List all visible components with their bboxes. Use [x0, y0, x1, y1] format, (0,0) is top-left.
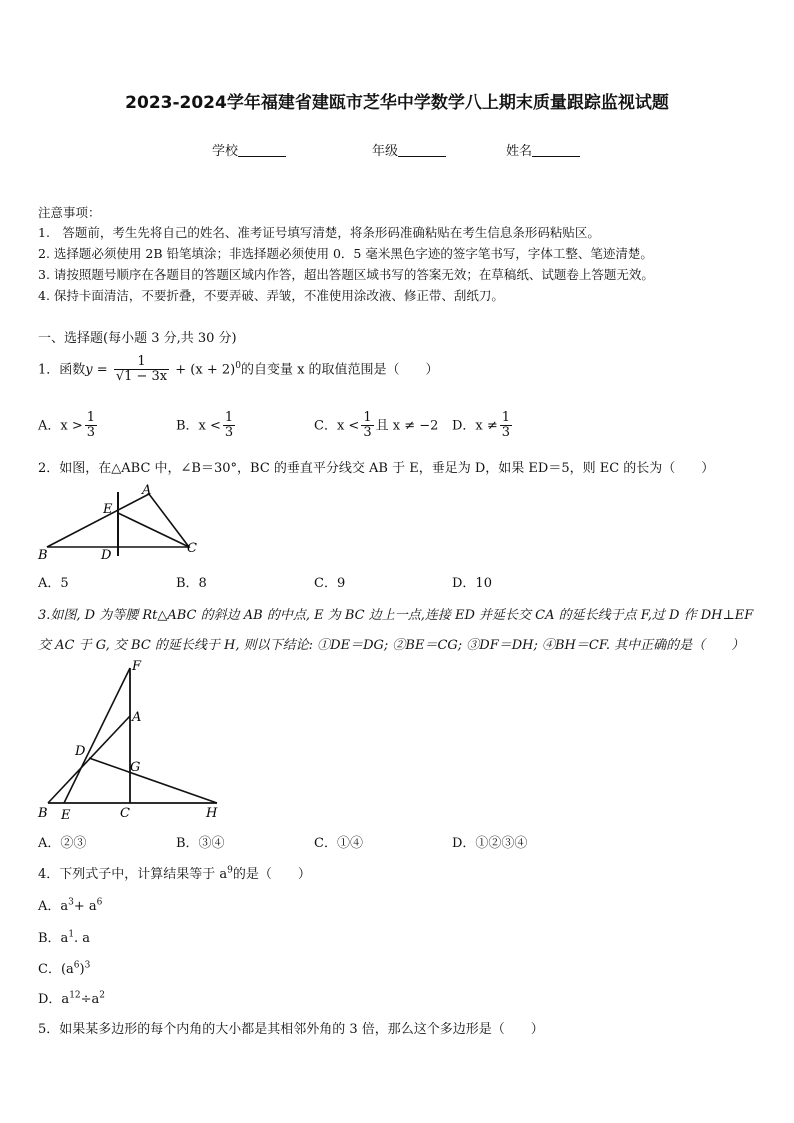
line-ef [64, 668, 130, 803]
name-field [506, 140, 580, 159]
point-label-d: D [101, 548, 112, 563]
question-5: 5．如果某多边形的每个内角的大小都是其相邻外角的 3 倍，那么这个多边形是（ ） [38, 1022, 544, 1037]
option-text: ÷a [80, 992, 100, 1007]
section-heading: 一、选择题(每小题 3 分,共 30 分) [38, 331, 237, 346]
point-label-a: A [142, 483, 152, 498]
q3-figure [34, 658, 234, 826]
school-blank [238, 144, 286, 157]
frac-den: 3 [363, 425, 372, 441]
point-label-g: G [130, 760, 141, 775]
q1-option-b-label: B．x < [176, 418, 221, 434]
q2-option-d[interactable]: D．10 [452, 576, 492, 591]
option-sup: 3 [84, 960, 91, 971]
q2-option-b[interactable]: B．8 [176, 576, 207, 591]
point-label-a: A [132, 710, 142, 725]
grade-label: 年级 [372, 144, 399, 159]
question-4 [38, 863, 311, 882]
q1-option-d-frac [500, 411, 512, 441]
q1-option-d[interactable] [452, 411, 514, 441]
name-label: 姓名 [506, 144, 533, 159]
option-text: + a [73, 899, 97, 914]
q3-option-b[interactable]: B．③④ [176, 836, 225, 851]
school-field [212, 140, 286, 159]
q2-figure [34, 480, 214, 564]
question-2: 2．如图，在△ABC 中，∠B＝30°，BC 的垂直平分线交 AB 于 E，垂足为 D，如果 ED＝5，则 EC 的长为（ ） [38, 461, 715, 476]
option-sup: 3 [68, 897, 74, 908]
point-label-e: E [61, 808, 71, 823]
q4-stem: 4．下列式子中，计算结果等于 a [38, 867, 228, 882]
option-text: . a [74, 931, 91, 946]
q1-y: y [85, 362, 93, 378]
grade-blank [398, 144, 446, 157]
q4-stem-sup: 9 [227, 865, 233, 876]
point-label-d: D [75, 744, 86, 759]
q4-option-b[interactable] [38, 927, 90, 946]
q3-option-d[interactable]: D．①②③④ [452, 836, 528, 851]
q1-fraction-num: 1 [137, 354, 146, 369]
frac-num: 1 [501, 410, 511, 425]
option-text: A．a [38, 899, 69, 914]
q4-option-a[interactable] [38, 895, 102, 914]
note-item: 3. 请按照题号顺序在各题目的答题区域内作答，超出答题区域书写的答案无效；在草稿纸、试题卷上答题无效。 [38, 267, 654, 282]
point-label-c: C [120, 806, 130, 821]
note-item: 4. 保持卡面清洁，不要折叠，不要弄破、弄皱，不准使用涂改液、修正带、刮纸刀。 [38, 288, 504, 303]
name-blank [532, 144, 580, 157]
q1-suffix: 的自变量 x 的取值范围是（ ） [240, 362, 439, 378]
question-3-line-2: 交 AC 于 G, 交 BC 的延长线于 H, 则以下结论: ①DE＝DG; ②BE＝CG; ③DF＝DH; ④BH＝CF. 其中正确的是（ ） [38, 638, 745, 653]
q1-eq: = [92, 362, 112, 378]
page-title: 2023-2024学年福建省建瓯市芝华中学数学八上期末质量跟踪监视试题 [125, 93, 669, 113]
line-dh [89, 758, 217, 803]
option-sup: 1 [68, 929, 75, 940]
grade-field [372, 140, 446, 159]
q1-prefix: 1．函数 [38, 362, 86, 378]
q1-option-c-label: C．x < [314, 418, 360, 434]
notes-heading: 注意事项： [38, 205, 101, 220]
point-label-e: E [103, 502, 113, 517]
line-ba [48, 716, 130, 803]
point-label-h: H [206, 806, 218, 821]
q1-option-b-frac [223, 411, 235, 441]
frac-num: 1 [86, 410, 96, 425]
school-label: 学校 [212, 144, 239, 159]
option-sup: 12 [69, 990, 81, 1001]
q1-fraction [114, 355, 169, 385]
note-item: 2. 选择题必须使用 2B 铅笔填涂；非选择题必须使用 0．5 毫米黑色字迹的签字笔书写，字体工整、笔迹清楚。 [38, 246, 653, 261]
option-text: C．(a [38, 962, 74, 977]
option-text: ) [79, 962, 85, 977]
option-text: D．a [38, 992, 70, 1007]
q1-option-a[interactable] [38, 411, 99, 441]
point-label-f: F [132, 659, 142, 674]
option-sup: 2 [99, 990, 106, 1001]
option-sup: 6 [96, 897, 103, 908]
q1-mid: + (x + 2) [171, 362, 236, 378]
q2-option-c[interactable]: C．9 [314, 576, 346, 591]
q1-fraction-den: √1 − 3x [115, 369, 168, 385]
point-label-c: C [187, 541, 197, 556]
q3-option-c[interactable]: C．①④ [314, 836, 363, 851]
q1-option-d-label: D．x ≠ [452, 418, 498, 434]
q4-option-c[interactable] [38, 958, 90, 977]
q1-option-c-tail: 且 x ≠ −2 [375, 418, 439, 434]
point-label-b: B [38, 548, 48, 563]
segment-ec [118, 513, 189, 547]
question-1 [38, 355, 439, 385]
q4-option-d[interactable] [38, 988, 105, 1007]
option-sup: 6 [73, 960, 80, 971]
point-label-b: B [38, 806, 48, 821]
q1-option-a-frac [85, 411, 97, 441]
frac-num: 1 [363, 410, 372, 425]
q1-option-a-label: A．x > [38, 418, 83, 434]
frac-den: 3 [501, 425, 511, 441]
option-text: B．a [38, 931, 69, 946]
frac-num: 1 [224, 410, 234, 425]
frac-den: 3 [224, 425, 234, 441]
question-3-line-1: 3.如图, D 为等腰 Rt△ABC 的斜边 AB 的中点, E 为 BC 边上一点,连接 ED 并延长交 CA 的延长线于点 F,过 D 作 DH⊥EF [38, 608, 754, 623]
q2-option-a[interactable]: A．5 [38, 576, 69, 591]
q3-option-a[interactable]: A．②③ [38, 836, 87, 851]
frac-den: 3 [86, 425, 96, 441]
q1-exp: 0 [235, 360, 241, 371]
q1-option-c-frac [361, 411, 373, 441]
note-item: 1. 答题前，考生先将自己的姓名、准考证号填写清楚，将条形码准确粘贴在考生信息条形码粘贴区。 [38, 225, 600, 240]
q1-option-c[interactable] [314, 411, 438, 441]
q1-option-b[interactable] [176, 411, 237, 441]
q4-stem-tail: 的是（ ） [232, 867, 311, 882]
